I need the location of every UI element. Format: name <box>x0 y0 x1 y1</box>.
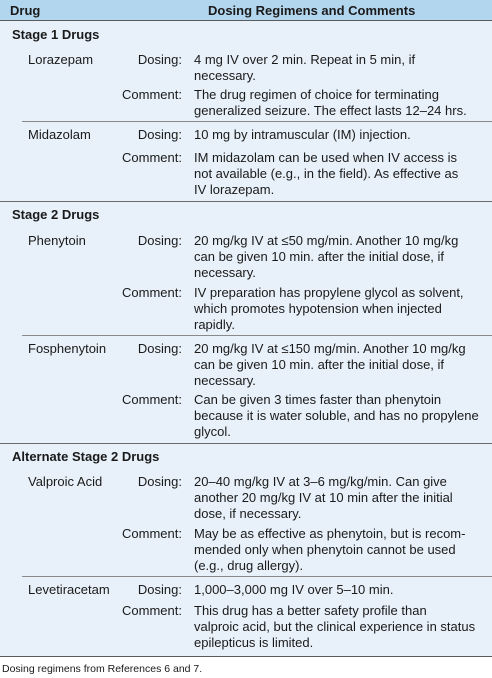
dosing-label: Dosing: <box>137 127 182 142</box>
header-dosing-regimens: Dosing Regimens and Comments <box>208 3 416 18</box>
comment-text: IM midazolam can be used when IV access is not available (e.g., in the field). As effective as IV lorazepam. <box>194 150 459 197</box>
comment-label: Comment: <box>122 603 182 618</box>
dosing-text: 20 mg/kg IV at ≤50 mg/min. Another 10 mg/kg can be given 10 min. after the initial dose, if necessary. <box>194 233 459 280</box>
table-header <box>0 0 492 21</box>
dosing-label: Dosing: <box>137 233 182 248</box>
comment-label: Comment: <box>122 392 182 407</box>
stage-title: Alternate Stage 2 Drugs <box>12 449 160 464</box>
table-bottom-rule <box>0 656 492 657</box>
dosing-label: Dosing: <box>137 474 182 489</box>
dosing-text: 20 mg/kg IV at ≤150 mg/min. Another 10 mg/kg can be given 10 min. after the initial dose, if necessary. <box>194 341 466 388</box>
dosing-label: Dosing: <box>137 341 182 356</box>
row-separator <box>22 576 492 577</box>
dosing-text: 1,000–3,000 mg IV over 5–10 min. <box>194 582 394 597</box>
drug-name: Valproic Acid <box>28 474 103 489</box>
dosing-text: 20–40 mg/kg IV at 3–6 mg/kg/min. Can give another 20 mg/kg IV at 10 min after the initial dose, if necessary. <box>194 474 453 521</box>
comment-text: May be as effective as phenytoin, but is recom- mended only when phenytoin cannot be used (e.g., drug allergy). <box>194 526 466 573</box>
section-separator <box>0 443 492 444</box>
comment-label: Comment: <box>122 150 182 165</box>
drug-name: Levetiracetam <box>28 582 110 597</box>
comment-text: The drug regimen of choice for terminating generalized seizure. The effect lasts 12–24 hrs. <box>194 87 467 118</box>
comment-text: IV preparation has propylene glycol as solvent, which promotes hypotension when injected rapidly. <box>194 285 464 332</box>
comment-text: This drug has a better safety profile than valproic acid, but the clinical experience in status epilepticus is limited. <box>194 603 476 650</box>
drug-name: Fosphenytoin <box>28 341 107 356</box>
stage-title: Stage 2 Drugs <box>12 207 100 222</box>
stage-title: Stage 1 Drugs <box>12 27 100 42</box>
comment-label: Comment: <box>122 526 182 541</box>
dosing-label: Dosing: <box>137 52 182 67</box>
section-separator <box>0 201 492 202</box>
header-drug: Drug <box>10 3 41 18</box>
dosing-label: Dosing: <box>137 582 182 597</box>
dosing-text: 4 mg IV over 2 min. Repeat in 5 min, if necessary. <box>194 52 416 83</box>
row-separator <box>22 335 492 336</box>
drug-name: Lorazepam <box>28 52 94 67</box>
row-separator <box>22 121 492 122</box>
comment-text: Can be given 3 times faster than phenytoin because it is water soluble, and has no propylene glycol. <box>194 392 479 439</box>
comment-label: Comment: <box>122 87 182 102</box>
dosing-text: 10 mg by intramuscular (IM) injection. <box>194 127 411 142</box>
drug-name: Midazolam <box>28 127 91 142</box>
comment-label: Comment: <box>122 285 182 300</box>
drug-name: Phenytoin <box>28 233 86 248</box>
footnote: Dosing regimens from References 6 and 7. <box>2 663 203 675</box>
